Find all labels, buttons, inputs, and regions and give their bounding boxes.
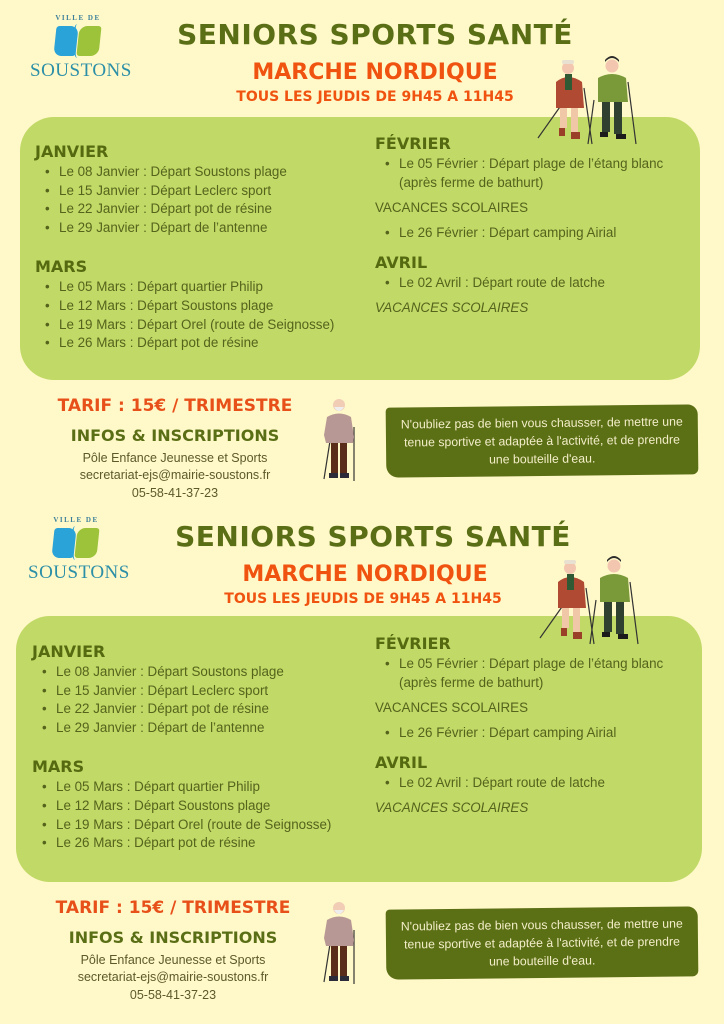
logo-name: SOUSTONS xyxy=(30,60,132,81)
list-item: • Le 08 Janvier : Départ Soustons plage xyxy=(59,163,370,182)
logo-ville-de: VILLE DE xyxy=(53,516,99,524)
avril-list xyxy=(375,274,685,293)
soustons-logo xyxy=(28,516,130,584)
flyer-bottom xyxy=(0,502,724,1007)
phone-text: 05-58-41-37-23 xyxy=(129,988,217,1002)
list-item: • Le 22 Janvier : Départ pot de résine xyxy=(56,700,367,719)
activity-subtitle: MARCHE NORDIQUE xyxy=(242,562,488,587)
senior-hiker-illustration-icon xyxy=(318,395,362,483)
schedule-column-right xyxy=(375,134,685,324)
activity-subtitle: MARCHE NORDIQUE xyxy=(252,60,498,85)
month-heading-fevrier: FÉVRIER xyxy=(375,134,451,153)
month-heading-avril: AVRIL xyxy=(375,252,428,272)
month-heading-janvier: JANVIER xyxy=(32,642,106,661)
month-heading-janvier: JANVIER xyxy=(35,142,109,161)
list-item: • Le 22 Janvier : Départ pot de résine xyxy=(59,200,370,219)
email-text: secretariat-ejs@mairie-soustons.fr xyxy=(77,970,269,984)
list-item: • Le 02 Avril : Départ route de latche xyxy=(399,774,685,793)
email-text: secretariat-ejs@mairie-soustons.fr xyxy=(79,468,271,482)
logo-name: SOUSTONS xyxy=(28,562,130,583)
month-heading-mars: MARS xyxy=(32,757,85,777)
list-item: • Le 19 Mars : Départ Orel (route de Seignosse) xyxy=(59,316,370,335)
phone-text: 05-58-41-37-23 xyxy=(131,486,219,500)
senior-hiker-illustration-icon xyxy=(318,898,362,986)
flyer-top xyxy=(0,0,724,505)
vacances-note: VACANCES SCOLAIRES xyxy=(375,800,529,816)
vacances-note: VACANCES SCOLAIRES xyxy=(375,700,529,716)
list-item: • Le 15 Janvier : Départ Leclerc sport xyxy=(59,182,370,201)
logo-wave-icon xyxy=(51,526,101,560)
list-item: • Le 02 Avril : Départ route de latche xyxy=(399,274,685,293)
page-title: SENIORS SPORTS SANTÉ xyxy=(175,520,571,553)
soustons-logo xyxy=(30,14,132,82)
list-item: • Le 05 Mars : Départ quartier Philip xyxy=(59,278,370,297)
schedule-column-left xyxy=(35,142,370,353)
list-item: • Le 08 Janvier : Départ Soustons plage xyxy=(56,663,367,682)
advice-banner xyxy=(386,404,699,477)
infos-heading: INFOS & INSCRIPTIONS xyxy=(68,928,278,947)
fevrier-list-2 xyxy=(375,224,685,243)
list-item: • Le 29 Janvier : Départ de l’antenne xyxy=(56,719,367,738)
advice-text: N'oubliez pas de bien vous chausser, de mettre une tenue sportive et adaptée à l'activité, et de prendre une bouteille d'eau. xyxy=(400,414,683,467)
organisation-text: Pôle Enfance Jeunesse et Sports xyxy=(80,953,266,967)
vacances-note: VACANCES SCOLAIRES xyxy=(375,200,529,216)
list-item: • Le 05 Février : Départ plage de l’étang blanc (après ferme de bathurt) xyxy=(399,655,685,692)
schedule-column-left xyxy=(32,642,367,853)
advice-banner xyxy=(386,906,699,979)
fevrier-list-2 xyxy=(375,724,685,743)
price-text: TARIF : 15€ / TRIMESTRE xyxy=(55,898,291,918)
advice-text: N'oubliez pas de bien vous chausser, de mettre une tenue sportive et adaptée à l'activité, et de prendre une bouteille d'eau. xyxy=(400,916,683,969)
logo-wave-icon xyxy=(53,24,103,58)
month-heading-fevrier: FÉVRIER xyxy=(375,634,451,653)
vacances-note: VACANCES SCOLAIRES xyxy=(375,300,529,316)
mars-list xyxy=(35,278,370,352)
list-item: • Le 19 Mars : Départ Orel (route de Seignosse) xyxy=(56,816,367,835)
logo-ville-de: VILLE DE xyxy=(55,14,101,22)
schedule-text: TOUS LES JEUDIS DE 9H45 A 11H45 xyxy=(236,89,514,105)
month-heading-avril: AVRIL xyxy=(375,752,428,772)
schedule-column-right xyxy=(375,634,685,824)
avril-list xyxy=(375,774,685,793)
fevrier-list-1 xyxy=(375,155,685,192)
page-title: SENIORS SPORTS SANTÉ xyxy=(177,18,573,51)
janvier-list xyxy=(32,663,367,737)
mars-list xyxy=(32,778,367,852)
list-item: • Le 26 Mars : Départ pot de résine xyxy=(56,834,367,853)
organisation-text: Pôle Enfance Jeunesse et Sports xyxy=(82,451,268,465)
list-item: • Le 29 Janvier : Départ de l’antenne xyxy=(59,219,370,238)
month-heading-mars: MARS xyxy=(35,257,88,277)
list-item: • Le 15 Janvier : Départ Leclerc sport xyxy=(56,682,367,701)
schedule-text: TOUS LES JEUDIS DE 9H45 A 11H45 xyxy=(224,591,502,607)
list-item: • Le 05 Mars : Départ quartier Philip xyxy=(56,778,367,797)
price-text: TARIF : 15€ / TRIMESTRE xyxy=(57,396,293,416)
nordic-walkers-illustration-icon xyxy=(538,552,658,648)
nordic-walkers-illustration-icon xyxy=(536,52,656,148)
list-item: • Le 26 Mars : Départ pot de résine xyxy=(59,334,370,353)
fevrier-list-1 xyxy=(375,655,685,692)
janvier-list xyxy=(35,163,370,237)
infos-heading: INFOS & INSCRIPTIONS xyxy=(70,426,280,445)
list-item: • Le 26 Février : Départ camping Airial xyxy=(399,724,685,743)
list-item: • Le 12 Mars : Départ Soustons plage xyxy=(56,797,367,816)
list-item: • Le 12 Mars : Départ Soustons plage xyxy=(59,297,370,316)
list-item: • Le 05 Février : Départ plage de l’étang blanc (après ferme de bathurt) xyxy=(399,155,685,192)
list-item: • Le 26 Février : Départ camping Airial xyxy=(399,224,685,243)
